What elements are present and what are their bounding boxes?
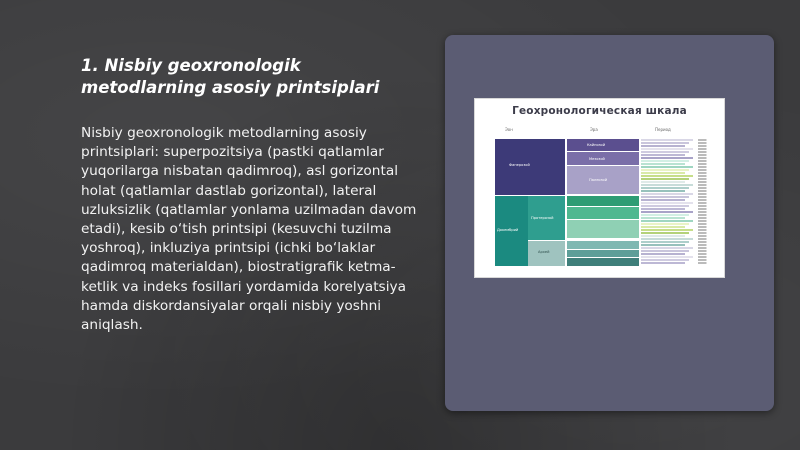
period-stripe (641, 205, 689, 207)
period-tick (698, 208, 712, 210)
period-tick (698, 223, 712, 225)
slide-body-text: Nisbiy geoxronologik metodlarning asosiy printsiplari: superpozitsiya (pastki qatlamlar yuqorilarga nisbatan qadimroq), asl gorizontal holat (qatlamlar dastlab gorizontal), lateral uzluksizlik (qatlamlar yonlama uzilmadan davom etadi), kesib o‘tish printsipi (kesuvchi tuzilma yoshroq), inkluziya printsipi (ichki bo‘laklar qadimroq materialdan), biostratigrafik ketma-ketlik va indeks fosillari yordamida korelyatsiya hamda diskordansiyalar orqali nisbiy yoshni aniqlash. (81, 125, 417, 334)
period-stripe (641, 160, 689, 162)
period-stripe (641, 226, 685, 228)
proterozoic-sub-block-1 (567, 196, 639, 206)
period-stripe (641, 175, 693, 177)
eon-phanerozoic-label: Фанерозой (509, 163, 530, 167)
period-stripe (641, 232, 689, 234)
period-tick (698, 160, 712, 162)
period-stripe (641, 238, 693, 240)
era-paleozoic-block (567, 166, 639, 194)
period-tick (698, 142, 712, 144)
period-stripe (641, 169, 689, 171)
geochronological-scale-image (474, 98, 725, 278)
period-stripe (641, 235, 685, 237)
period-stripe (641, 214, 689, 216)
period-tick (698, 157, 712, 159)
period-tick (698, 256, 712, 258)
period-tick (698, 202, 712, 204)
period-tick (698, 217, 712, 219)
period-tick (698, 235, 712, 237)
period-tick (698, 250, 712, 252)
era-cenozoic-block (567, 139, 639, 151)
period-stripe (641, 157, 693, 159)
period-stripe (641, 139, 693, 141)
era-paleozoic-label: Палеозой (589, 178, 608, 182)
period-stripe (641, 178, 689, 180)
period-tick (698, 238, 712, 240)
period-stripe (641, 196, 689, 198)
period-stripe (641, 220, 693, 222)
period-tick (698, 148, 712, 150)
era-proterozoic-label: Протерозой (531, 216, 554, 220)
period-stripe (641, 241, 689, 243)
period-stripe (641, 193, 693, 195)
period-tick (698, 241, 712, 243)
period-tick (698, 262, 712, 264)
period-tick (698, 172, 712, 174)
period-stripe (641, 145, 685, 147)
eon-precambrian-label: Докембрий (497, 228, 519, 232)
period-tick (698, 244, 712, 246)
period-tick (698, 178, 712, 180)
period-tick (698, 196, 712, 198)
period-stripe (641, 154, 685, 156)
era-archean-label: Архей (538, 250, 550, 254)
period-stripe (641, 259, 689, 261)
era-archean-left-block (528, 241, 565, 266)
figure-title: Геохронологическая шкала (512, 105, 687, 117)
column-header-period: Период (655, 127, 671, 132)
period-stripe (641, 244, 685, 246)
period-stripe (641, 199, 685, 201)
period-tick (698, 169, 712, 171)
period-tick (698, 184, 712, 186)
slide-title: 1. Nisbiy geoxronologik metodlarning asosiy printsiplari (81, 56, 380, 97)
period-stripe (641, 151, 689, 153)
period-tick (698, 151, 712, 153)
period-tick (698, 259, 712, 261)
period-tick (698, 175, 712, 177)
period-stripe (641, 208, 685, 210)
period-tick (698, 214, 712, 216)
period-stripe (641, 166, 693, 168)
period-stripe (641, 202, 693, 204)
period-tick (698, 181, 712, 183)
period-tick (698, 145, 712, 147)
proterozoic-sub-block-2 (567, 207, 639, 219)
period-stripe (641, 250, 689, 252)
period-stripe (641, 211, 693, 213)
period-tick (698, 205, 712, 207)
period-tick (698, 220, 712, 222)
period-tick (698, 163, 712, 165)
period-tick (698, 211, 712, 213)
period-tick (698, 199, 712, 201)
period-stripe (641, 262, 685, 264)
era-mesozoic-block (567, 152, 639, 165)
proterozoic-sub-block-3 (567, 220, 639, 238)
period-tick (698, 187, 712, 189)
archean-sub-block-2 (567, 250, 639, 257)
archean-sub-block-3 (567, 258, 639, 266)
period-tick (698, 166, 712, 168)
period-tick (698, 232, 712, 234)
period-stripe (641, 187, 689, 189)
eon-precambrian-block (495, 196, 528, 266)
era-mesozoic-label: Мезозой (589, 157, 605, 161)
period-stripe (641, 190, 685, 192)
period-stripe (641, 229, 693, 231)
period-tick (698, 139, 712, 141)
period-stripe (641, 181, 685, 183)
period-tick (698, 193, 712, 195)
column-header-era: Эра (590, 127, 598, 132)
period-stripe (641, 142, 689, 144)
period-stripe (641, 253, 685, 255)
column-header-eon: Эон (505, 127, 513, 132)
eon-phanerozoic-block (495, 139, 565, 195)
period-stripe (641, 148, 693, 150)
period-tick (698, 253, 712, 255)
period-stripe (641, 256, 693, 258)
period-stripe (641, 223, 689, 225)
period-stripe (641, 163, 685, 165)
era-cenozoic-label: Кайнозой (587, 143, 606, 147)
period-tick (698, 229, 712, 231)
period-stripe (641, 247, 693, 249)
era-proterozoic-left-block (528, 196, 565, 240)
period-stripe (641, 217, 685, 219)
period-stripe (641, 172, 685, 174)
period-tick (698, 226, 712, 228)
period-tick (698, 190, 712, 192)
period-stripe (641, 184, 693, 186)
period-tick (698, 247, 712, 249)
archean-sub-block-1 (567, 241, 639, 249)
period-tick (698, 154, 712, 156)
